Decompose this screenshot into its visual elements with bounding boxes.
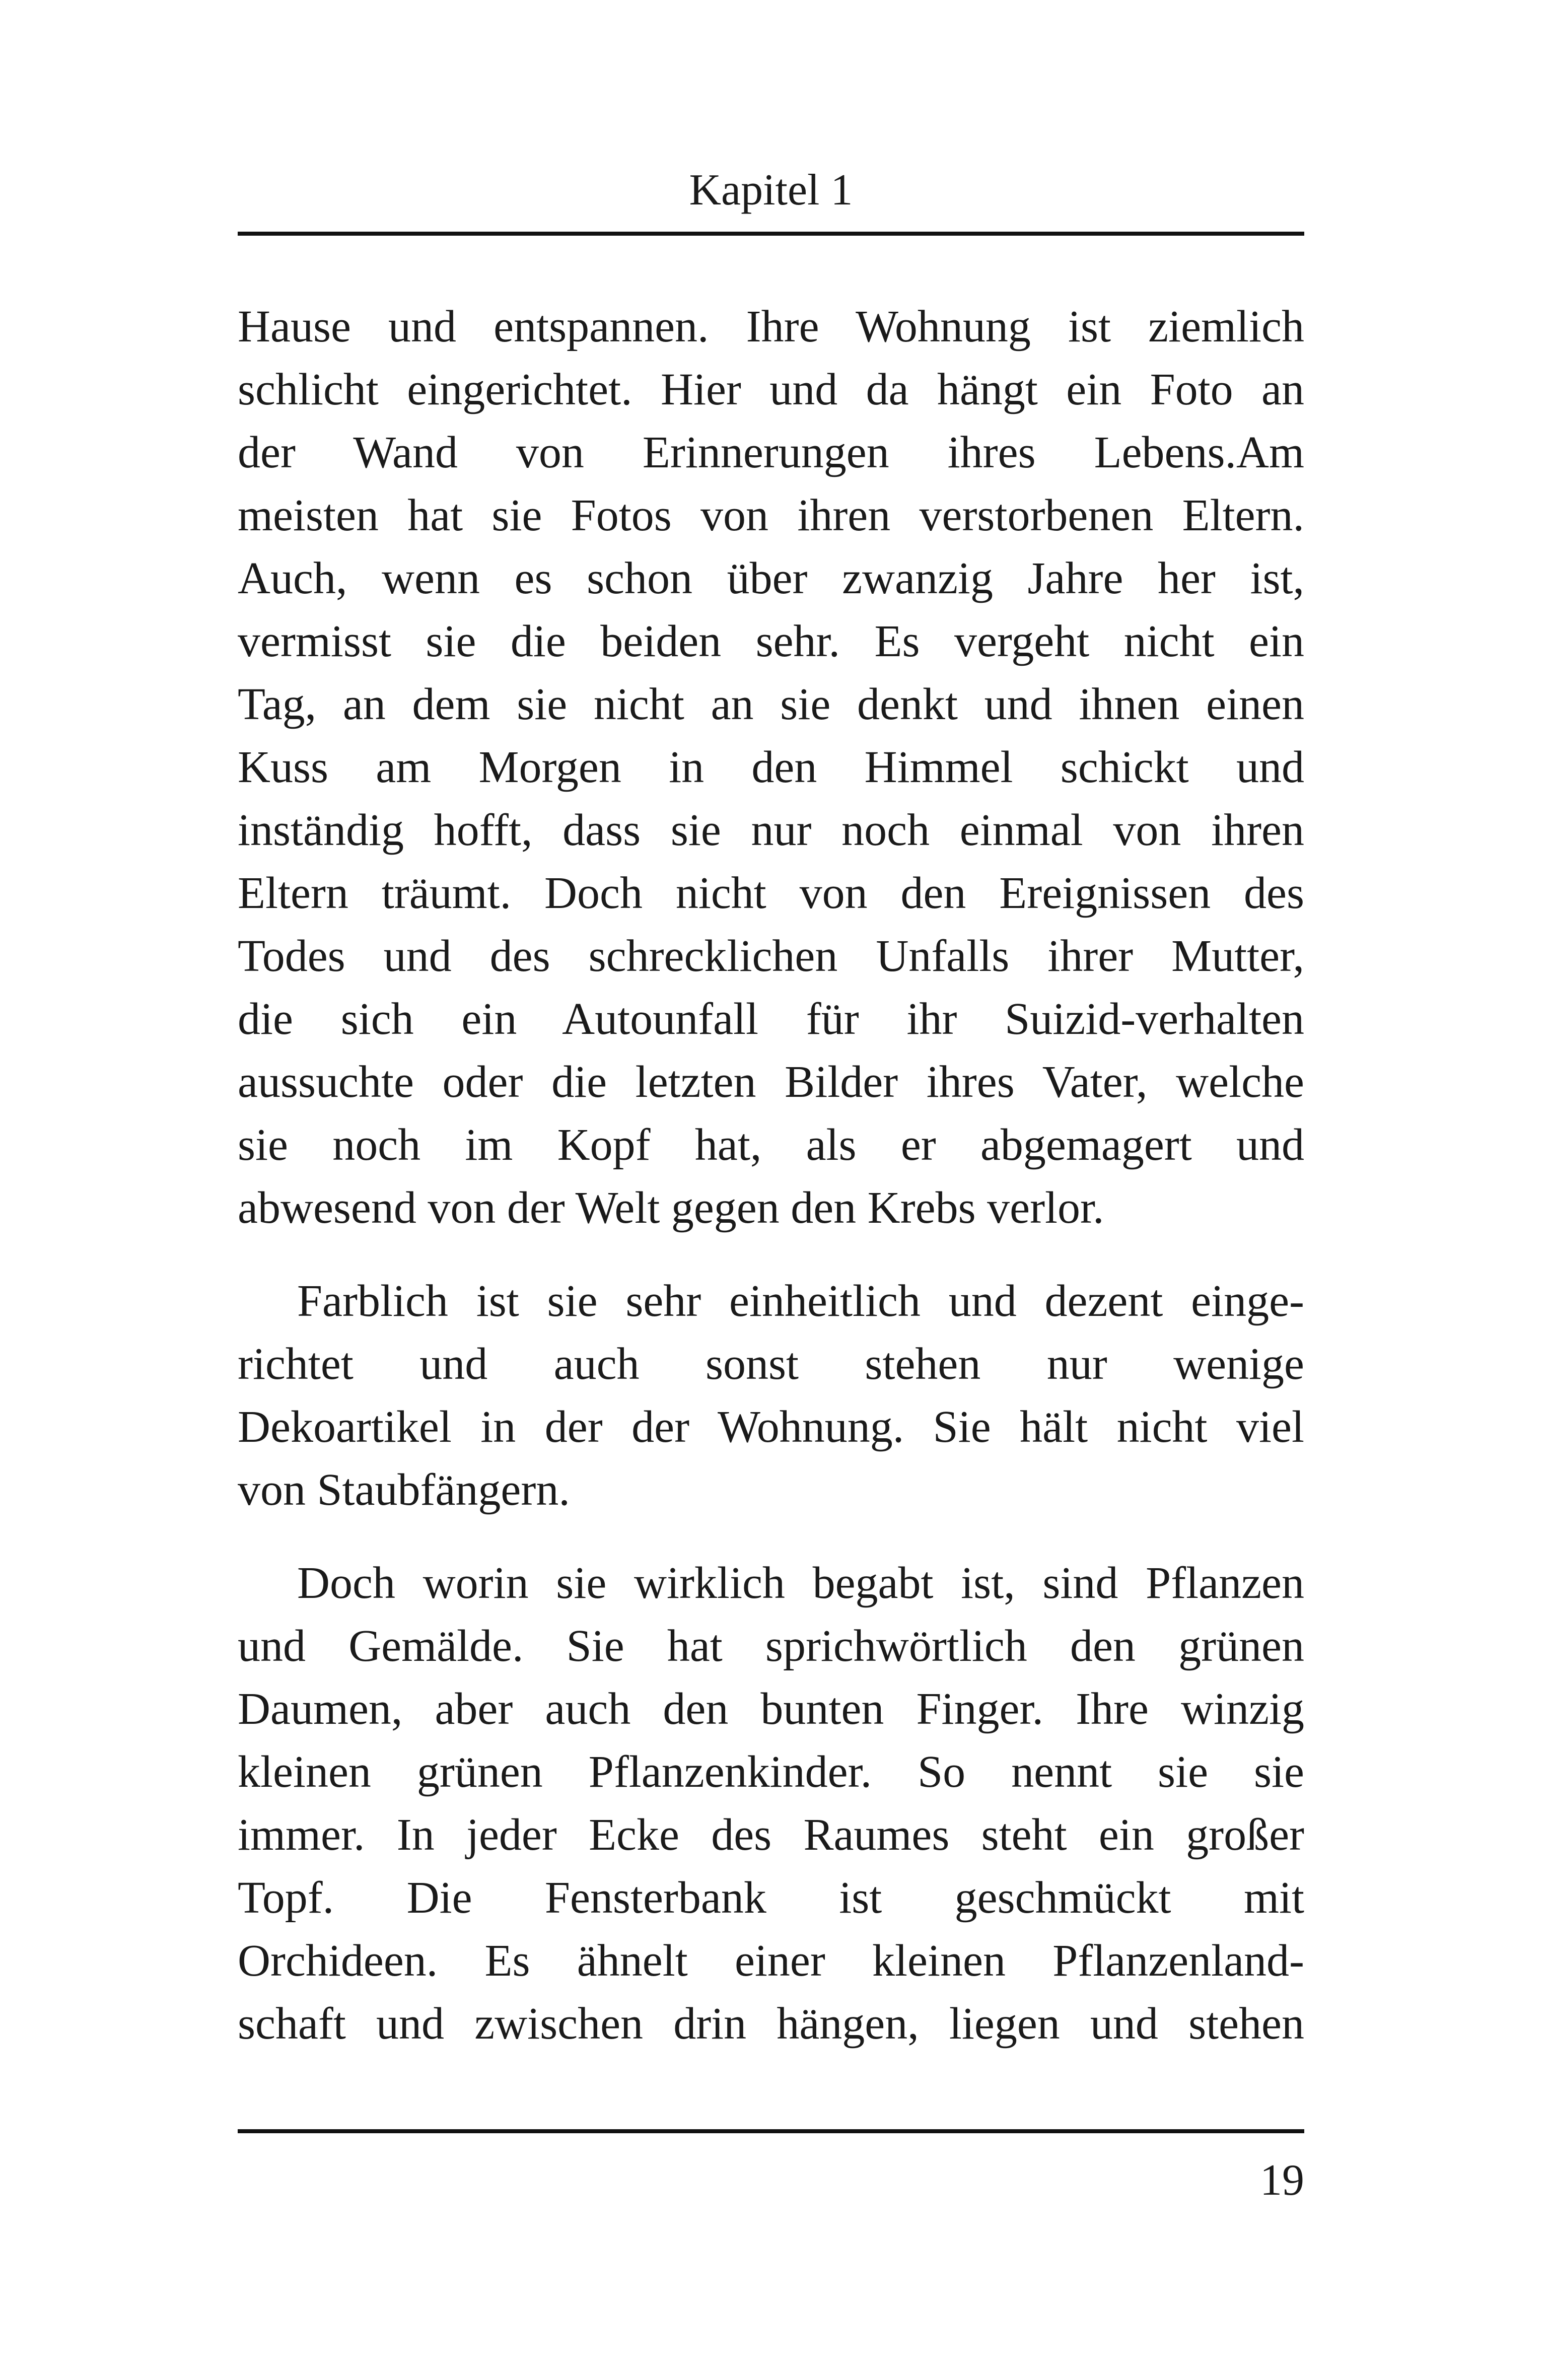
page-number: 19 [1260, 2156, 1304, 2205]
body-text [238, 295, 1304, 2055]
text-line: Auch, wenn es schon über zwanzig Jahre her ist, [238, 553, 1304, 603]
text-line: vermisst sie die beiden sehr. Es vergeht nicht ein [238, 616, 1304, 666]
text-line: Farblich ist sie sehr einheitlich und dezent einge- [297, 1276, 1304, 1326]
text-line: Todes und des schrecklichen Unfalls ihrer Mutter, [238, 931, 1304, 981]
header-rule [238, 232, 1304, 236]
text-line: Daumen, aber auch den bunten Finger. Ihre winzig [238, 1684, 1304, 1734]
text-line: meisten hat sie Fotos von ihren verstorbenen Eltern. [238, 491, 1304, 540]
paragraph-1 [238, 295, 1304, 1239]
text-line: der Wand von Erinnerungen ihres Lebens.Am [238, 428, 1304, 477]
paragraph-3 [238, 1552, 1304, 2055]
text-line: die sich ein Autounfall für ihr Suizid-verhalten [238, 994, 1304, 1044]
text-line: Doch worin sie wirklich begabt ist, sind Pflanzen [297, 1558, 1304, 1608]
text-line: Dekoartikel in der der Wohnung. Sie hält nicht viel [238, 1402, 1304, 1452]
paragraph-gap [238, 1239, 1304, 1270]
paragraph-2 [238, 1270, 1304, 1521]
text-line: Kuss am Morgen in den Himmel schickt und [238, 742, 1304, 792]
chapter-title: Kapitel 1 [689, 166, 853, 215]
text-line: kleinen grünen Pflanzenkinder. So nennt sie sie [238, 1747, 1304, 1797]
text-line: sie noch im Kopf hat, als er abgemagert und [238, 1120, 1304, 1170]
text-line: und Gemälde. Sie hat sprichwörtlich den grünen [238, 1621, 1304, 1671]
paragraph-gap [238, 1521, 1304, 1552]
text-line: immer. In jeder Ecke des Raumes steht ein großer [238, 1810, 1304, 1860]
text-line: Eltern träumt. Doch nicht von den Ereignissen des [238, 868, 1304, 918]
text-line: schaft und zwischen drin hängen, liegen und stehen [238, 1999, 1304, 2049]
text-line: richtet und auch sonst stehen nur wenige [238, 1339, 1304, 1389]
text-line: Tag, an dem sie nicht an sie denkt und ihnen einen [238, 679, 1304, 729]
text-line: Topf. Die Fensterbank ist geschmückt mit [238, 1873, 1304, 1923]
text-line: inständig hofft, dass sie nur noch einmal von ihren [238, 805, 1304, 855]
footer-rule [238, 2129, 1304, 2133]
text-line: Orchideen. Es ähnelt einer kleinen Pflanzenland- [238, 1936, 1304, 1986]
text-line: aussuchte oder die letzten Bilder ihres Vater, welche [238, 1057, 1304, 1107]
text-line: schlicht eingerichtet. Hier und da hängt ein Foto an [238, 365, 1304, 414]
text-line: von Staubfängern. [238, 1465, 570, 1515]
text-line: abwesend von der Welt gegen den Krebs verlor. [238, 1183, 1104, 1233]
text-line: Hause und entspannen. Ihre Wohnung ist ziemlich [238, 302, 1304, 352]
